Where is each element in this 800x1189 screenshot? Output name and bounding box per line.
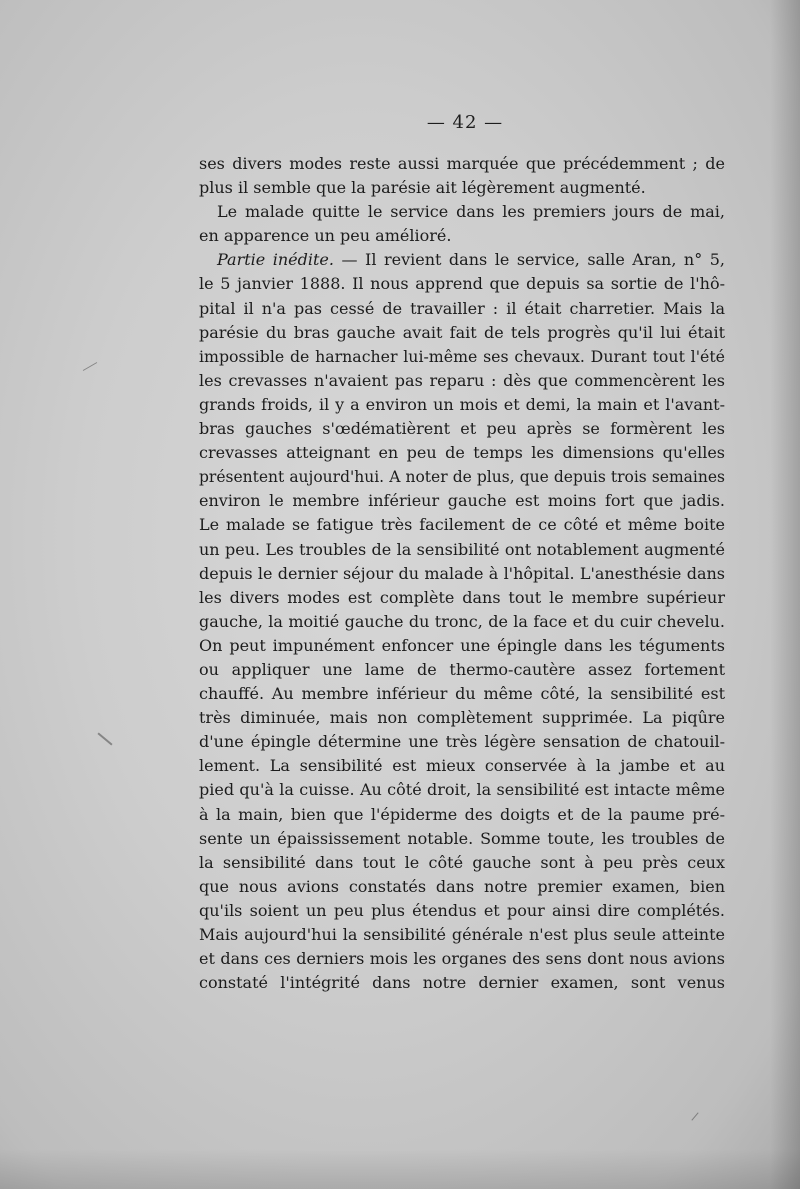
page-number: — 42 — (426, 112, 504, 133)
text-line: gauche, la moitié gauche du tronc, de la face et du cuir chevelu. (199, 611, 725, 631)
stray-mark (83, 362, 97, 371)
text-line: en apparence un peu amélioré. (199, 226, 452, 246)
page-shadow-bottom (0, 1149, 800, 1189)
text-line: et dans ces derniers mois les organes des sens dont nous avions (199, 949, 725, 969)
text-line: Le malade se fatigue très facilement de ce côté et même boite (199, 515, 725, 535)
text-line (199, 248, 725, 272)
section-heading: Partie inédite. (217, 250, 334, 270)
text-line: à la main, bien que l'épiderme des doigts et de la paume pré- (199, 804, 725, 824)
text-line: Mais aujourd'hui la sensibilité générale n'est plus seule atteinte (199, 925, 725, 944)
text-line: environ le membre inférieur gauche est moins fort que jadis. (199, 491, 725, 511)
text-line: qu'ils soient un peu plus étendus et pour ainsi dire complétés. (199, 900, 725, 920)
text-line: constaté l'intégrité dans notre dernier examen, sont venus (199, 973, 725, 993)
text-line: pital il n'a pas cessé de travailler : il était charretier. Mais la (199, 298, 725, 318)
text-line: les crevasses n'avaient pas reparu : dès que commencèrent les (199, 370, 725, 390)
text-line: crevasses atteignant en peu de temps les dimensions qu'elles (199, 443, 725, 463)
text-line: On peut impunément enfoncer une épingle dans les téguments (199, 635, 725, 655)
text-line: présentent aujourd'hui. A noter de plus, que depuis trois semaines (199, 468, 725, 487)
text-line: impossible de harnacher lui-même ses chevaux. Durant tout l'été (199, 346, 725, 366)
text-line: d'une épingle détermine une très légère sensation de chatouil- (199, 732, 725, 752)
text-line: bras gauches s'œdématièrent et peu après se formèrent les (199, 419, 725, 439)
text-line: ses divers modes reste aussi marquée que précédemment ; de (199, 154, 725, 173)
page-shadow-right (770, 0, 800, 1189)
text-line: lement. La sensibilité est mieux conservée à la jambe et au (199, 756, 725, 776)
text-line: Le malade quitte le service dans les premiers jours de mai, (217, 202, 725, 222)
text-line: un peu. Les troubles de la sensibilité ont notablement augmenté (199, 539, 725, 559)
text-line: parésie du bras gauche avait fait de tels progrès qu'il lui était (199, 322, 725, 342)
text-line: ou appliquer une lame de thermo-cautère assez fortement (199, 659, 725, 679)
stray-mark (97, 732, 112, 745)
section-text: — Il revient dans le service, salle Aran, n° 5, (334, 250, 726, 270)
text-line: que nous avions constatés dans notre premier examen, bien (199, 876, 725, 896)
text-line: plus il semble que la parésie ait légèrement augmenté. (199, 178, 646, 198)
body-text (199, 152, 725, 995)
stray-mark (691, 1112, 698, 1120)
text-line: le 5 janvier 1888. Il nous apprend que depuis sa sortie de l'hô- (199, 274, 725, 294)
text-line: pied qu'à la cuisse. Au côté droit, la sensibilité est intacte même (199, 780, 725, 800)
text-line: les divers modes est complète dans tout le membre supérieur (199, 587, 725, 607)
text-line: sente un épaississement notable. Somme toute, les troubles de (199, 828, 725, 848)
text-line: chauffé. Au membre inférieur du même côté, la sensibilité est (199, 684, 725, 704)
text-line: la sensibilité dans tout le côté gauche sont à peu près ceux (199, 852, 725, 872)
text-line: depuis le dernier séjour du malade à l'hôpital. L'anesthésie dans (199, 563, 725, 583)
text-line: grands froids, il y a environ un mois et demi, la main et l'avant- (199, 394, 725, 414)
text-line: très diminuée, mais non complètement supprimée. La piqûre (199, 708, 725, 728)
